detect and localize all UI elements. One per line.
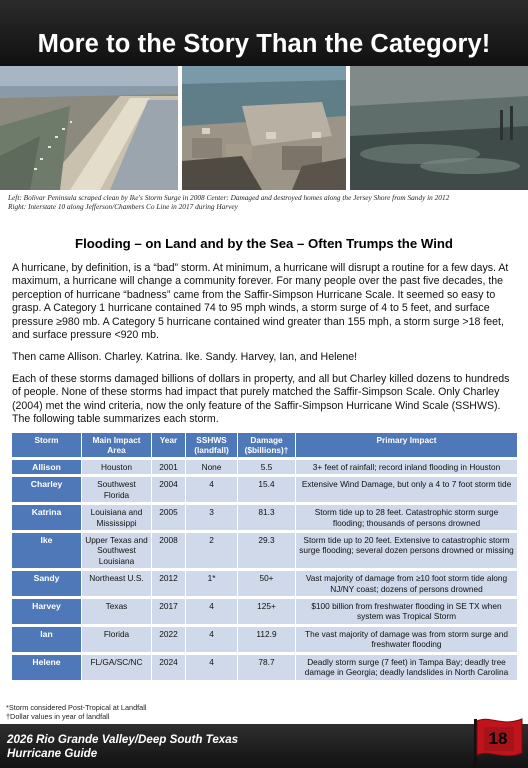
storm-name: Ike — [12, 533, 82, 568]
storm-name: Charley — [12, 477, 82, 502]
table-row — [12, 533, 517, 568]
sshws: None — [186, 460, 238, 474]
damage: 5.5 — [238, 460, 296, 474]
page-number: 18 — [488, 729, 508, 748]
year: 2004 — [152, 477, 186, 502]
summary-paragraph: Each of these storms damaged billions of dollars in property, and all but Charley killed dozens to hundreds of people. None of these storms had impact that purely matched the Saffir-Simpson Scale. Only Charley (2004) met the wind criteria, now the only feature of the Saffir-Simpson Hurricane Wind Scale (SSHWS). The following table summarizes each storm. — [12, 373, 510, 426]
damage: 50+ — [238, 571, 296, 596]
post-tropical-footnote: *Storm considered Post-Tropical at Landfall — [6, 703, 147, 712]
sshws: 1* — [186, 571, 238, 596]
caption-line-2: Right: Interstate 10 along Jefferson/Chambers Co Line in 2017 during Harvey — [8, 202, 238, 211]
jersey-shore-photo — [182, 66, 346, 190]
header-sshws: SSHWS (landfall) — [186, 433, 238, 457]
damage: 78.7 — [238, 655, 296, 680]
intro-paragraph: A hurricane, by definition, is a “bad” storm. At minimum, a hurricane will disrupt a routine for a few days. At maximum, a hurricane will change a community forever. For many people over the past five decades, the perception of hurricane “badness” came from the Saffir-Simpson Hurricane Scale. It seemed so easy to grasp. A Category 1 hurricane contained 74 to 95 mph winds, a storm surge of 4 to 5 feet, and surface pressure ≥980 mb. A Category 5 hurricane contained wind greater than 155 mph, a storm surge >18 feet, and surface pressure <920 mb. — [12, 262, 509, 342]
primary-impact: Storm tide up to 20 feet. Extensive to catastrophic storm surge flooding; several dozen persons drowned or missing — [296, 533, 517, 568]
storm-list-paragraph: Then came Allison. Charley. Katrina. Ike. Sandy. Harvey, Ian, and Helene! — [12, 351, 358, 363]
section-heading: Flooding – on Land and by the Sea – Often Trumps the Wind — [75, 236, 453, 251]
storm-name: Sandy — [12, 571, 82, 596]
primary-impact: Storm tide up to 28 feet. Catastrophic storm surge flooding; thousands of persons drowned — [296, 505, 517, 530]
year: 2012 — [152, 571, 186, 596]
impact-area: Texas — [82, 599, 152, 624]
sshws: 4 — [186, 627, 238, 652]
table-row — [12, 571, 517, 596]
sshws: 4 — [186, 477, 238, 502]
header-year: Year — [152, 433, 186, 457]
storm-name: Harvey — [12, 599, 82, 624]
sshws: 2 — [186, 533, 238, 568]
table-row — [12, 599, 517, 624]
table-row — [12, 627, 517, 652]
primary-impact: Extensive Wind Damage, but only a 4 to 7 foot storm tide — [296, 477, 517, 502]
damage: 15.4 — [238, 477, 296, 502]
table-footnotes — [6, 704, 306, 721]
bolivar-peninsula-photo — [0, 66, 178, 190]
storm-name: Ian — [12, 627, 82, 652]
primary-impact: 3+ feet of rainfall; record inland flooding in Houston — [296, 460, 517, 474]
year: 2001 — [152, 460, 186, 474]
table-header-row — [12, 433, 517, 457]
photo-caption — [8, 193, 518, 211]
sshws: 3 — [186, 505, 238, 530]
interstate-10-flood-photo — [350, 66, 528, 190]
sshws: 4 — [186, 655, 238, 680]
impact-area: Northeast U.S. — [82, 571, 152, 596]
table-row — [12, 505, 517, 530]
primary-impact: The vast majority of damage was from storm surge and freshwater flooding — [296, 627, 517, 652]
guide-title — [7, 733, 307, 760]
storm-name: Allison — [12, 460, 82, 474]
header-primary-impact: Primary Impact — [296, 433, 517, 457]
impact-area: Southwest Florida — [82, 477, 152, 502]
impact-area: FL/GA/SC/NC — [82, 655, 152, 680]
header-damage: Damage ($billions)† — [238, 433, 296, 457]
impact-area: Upper Texas and Southwest Louisiana — [82, 533, 152, 568]
year: 2005 — [152, 505, 186, 530]
table-row — [12, 477, 517, 502]
dollar-value-footnote: †Dollar values in year of landfall — [6, 711, 110, 721]
impact-area: Florida — [82, 627, 152, 652]
impact-area: Houston — [82, 460, 152, 474]
header-storm: Storm — [12, 433, 82, 457]
storm-name: Katrina — [12, 505, 82, 530]
year: 2024 — [152, 655, 186, 680]
storm-name: Helene — [12, 655, 82, 680]
sshws: 4 — [186, 599, 238, 624]
table-row — [12, 655, 517, 680]
guide-title-line-1: 2026 Rio Grande Valley/Deep South Texas — [7, 733, 239, 746]
year: 2017 — [152, 599, 186, 624]
damage: 29.3 — [238, 533, 296, 568]
impact-area: Louisiana and Mississippi — [82, 505, 152, 530]
damage: 125+ — [238, 599, 296, 624]
table-row — [12, 460, 517, 474]
primary-impact: Vast majority of damage from ≥10 foot storm tide along NJ/NY coast; dozens of persons drowned — [296, 571, 517, 596]
primary-impact: Deadly storm surge (7 feet) in Tampa Bay; deadly tree damage in Georgia; deadly landslides in North Carolina — [296, 655, 517, 680]
year: 2022 — [152, 627, 186, 652]
caption-line-1: Left: Bolivar Peninsula scraped clean by Ike's Storm Surge in 2008 Center: Damaged and destroyed homes along the Jersey Shore from Sandy in 2012 — [8, 193, 450, 202]
guide-title-line-2: Hurricane Guide — [7, 746, 98, 760]
year: 2008 — [152, 533, 186, 568]
storm-table — [12, 430, 517, 683]
primary-impact: $100 billion from freshwater flooding in SE TX when system was Tropical Storm — [296, 599, 517, 624]
page-title: More to the Story Than the Category! — [37, 30, 491, 58]
damage: 81.3 — [238, 505, 296, 530]
header-main-impact-area: Main Impact Area — [82, 433, 152, 457]
damage: 112.9 — [238, 627, 296, 652]
